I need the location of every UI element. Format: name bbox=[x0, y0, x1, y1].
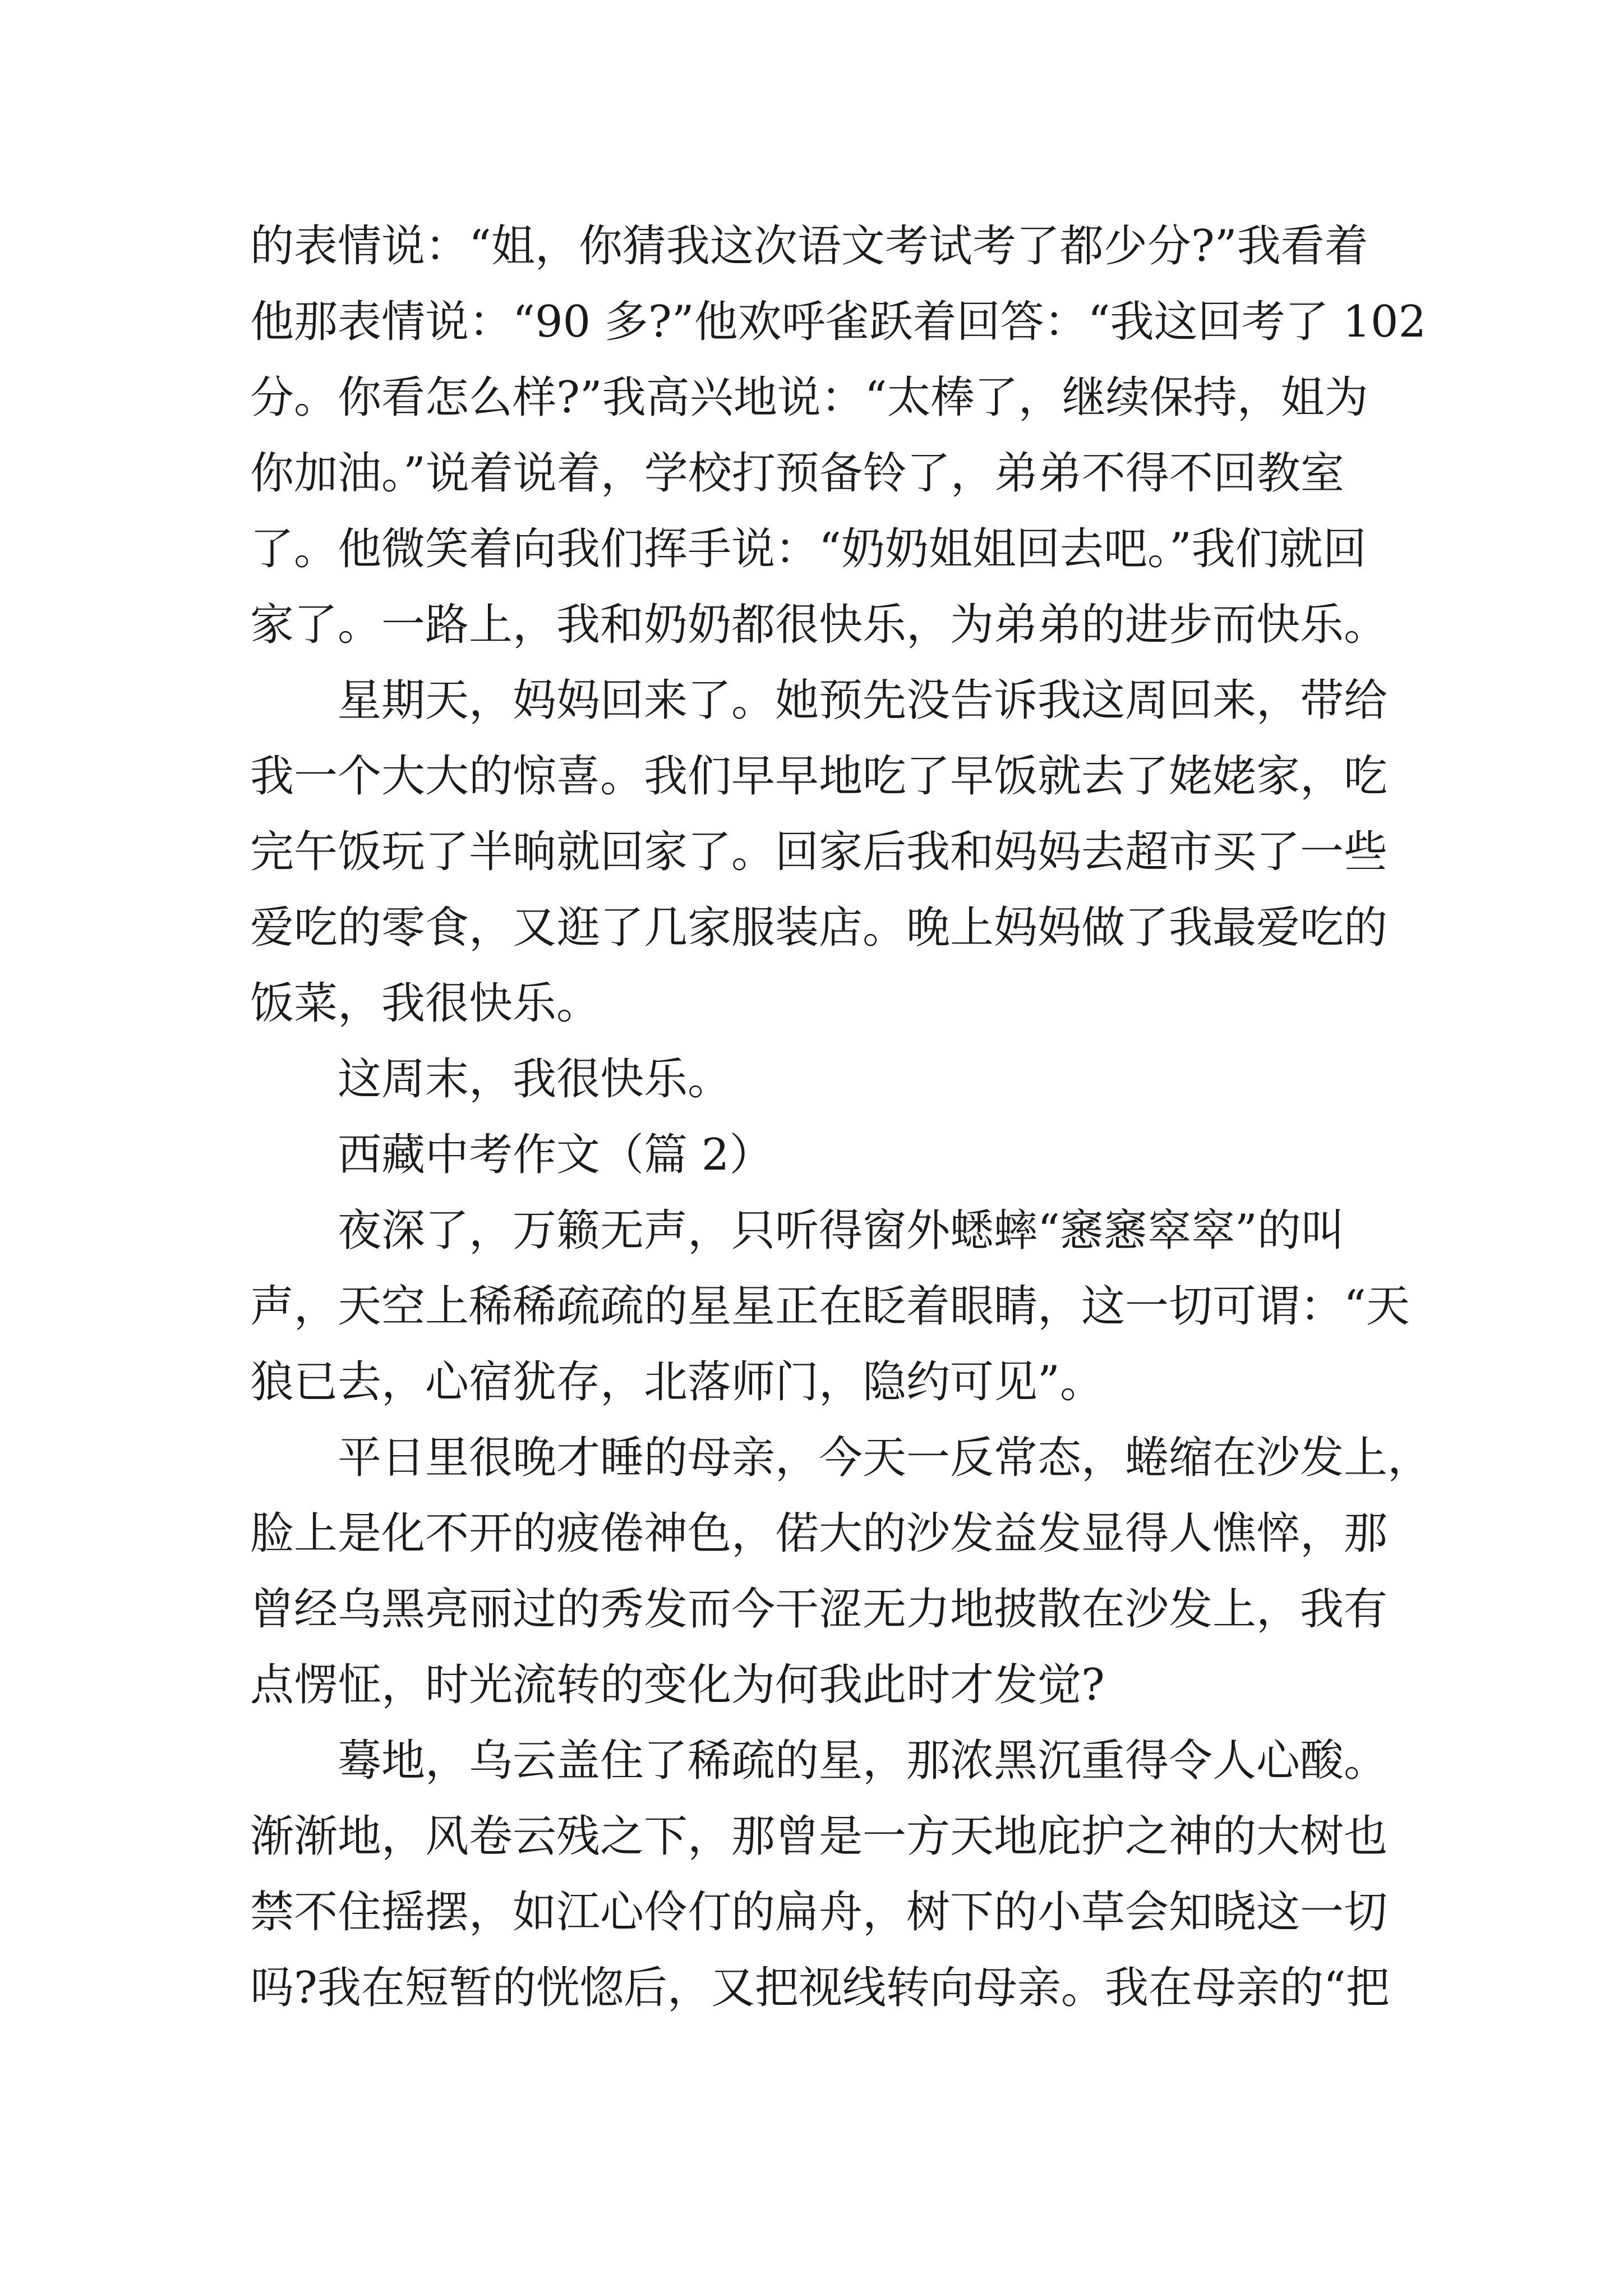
text-line: 星期天，妈妈回来了。她预先没告诉我这周回来，带给 bbox=[338, 675, 1388, 726]
text-line: 家了。一路上，我和奶奶都很快乐，为弟弟的进步而快乐。 bbox=[250, 600, 1388, 650]
text-line: 脸上是化不开的疲倦神色，偌大的沙发益发显得人憔悴，那 bbox=[250, 1508, 1388, 1559]
paragraph-7 bbox=[250, 1723, 1389, 2026]
text-line: 的表情说：“姐，你猜我这次语文考试考了都少分?”我看着 bbox=[250, 221, 1368, 272]
section-heading bbox=[250, 1117, 1389, 1193]
text-line: 分。你看怎么样?”我高兴地说：“太棒了，继续保持，姐为 bbox=[250, 372, 1368, 423]
document-body bbox=[250, 209, 1432, 2026]
text-line: 完午饭玩了半晌就回家了。回家后我和妈妈去超市买了一些 bbox=[250, 827, 1388, 877]
text-line: 蓦地，乌云盖住了稀疏的星，那浓黑沉重得令人心酸。 bbox=[338, 1736, 1388, 1786]
paragraph-3 bbox=[250, 1042, 1389, 1117]
text-line: 渐渐地，风卷云残之下，那曾是一方天地庇护之神的大树也 bbox=[250, 1811, 1388, 1862]
text-line: 禁不住摇摆，如江心伶仃的扁舟，树下的小草会知晓这一切 bbox=[250, 1887, 1388, 1938]
text-line: 点愣怔，时光流转的变化为何我此时才发觉? bbox=[250, 1660, 1105, 1710]
text-line: 声，天空上稀稀疏疏的星星正在眨着眼睛，这一切可谓：“天 bbox=[250, 1281, 1410, 1332]
text-line: 平日里很晚才睡的母亲，今天一反常态，蜷缩在沙发上， bbox=[338, 1433, 1432, 1483]
text-line: 夜深了，万籁无声，只听得窗外蟋蟀“窸窸窣窣”的叫 bbox=[338, 1205, 1345, 1256]
text-line: 曾经乌黑亮丽过的秀发而今干涩无力地披散在沙发上，我有 bbox=[250, 1584, 1388, 1635]
heading-text: 西藏中考作文（篇 2） bbox=[338, 1130, 773, 1180]
text-line: 你加油。”说着说着，学校打预备铃了，弟弟不得不回教室 bbox=[250, 448, 1344, 499]
text-line: 了。他微笑着向我们挥手说：“奶奶姐姐回去吧。”我们就回 bbox=[250, 524, 1367, 574]
text-line: 爱吃的零食，又逛了几家服装店。晚上妈妈做了我最爱吃的 bbox=[250, 903, 1388, 953]
text-line: 我一个大大的惊喜。我们早早地吃了早饭就去了姥姥家，吃 bbox=[250, 751, 1388, 802]
paragraph-2 bbox=[250, 663, 1389, 1042]
paragraph-5 bbox=[250, 1193, 1410, 1420]
paragraph-6 bbox=[250, 1420, 1432, 1723]
text-line: 吗?我在短暂的恍惚后，又把视线转向母亲。我在母亲的“把 bbox=[250, 1963, 1390, 2013]
text-line: 这周末，我很快乐。 bbox=[338, 1054, 732, 1105]
paragraph-1 bbox=[250, 209, 1427, 663]
text-line: 饭菜，我很快乐。 bbox=[250, 978, 601, 1029]
text-line: 狼已去，心宿犹存，北落师门，隐约可见”。 bbox=[250, 1357, 1104, 1407]
text-line: 他那表情说：“90 多?”他欢呼雀跃着回答：“我这回考了 102 bbox=[250, 297, 1427, 347]
